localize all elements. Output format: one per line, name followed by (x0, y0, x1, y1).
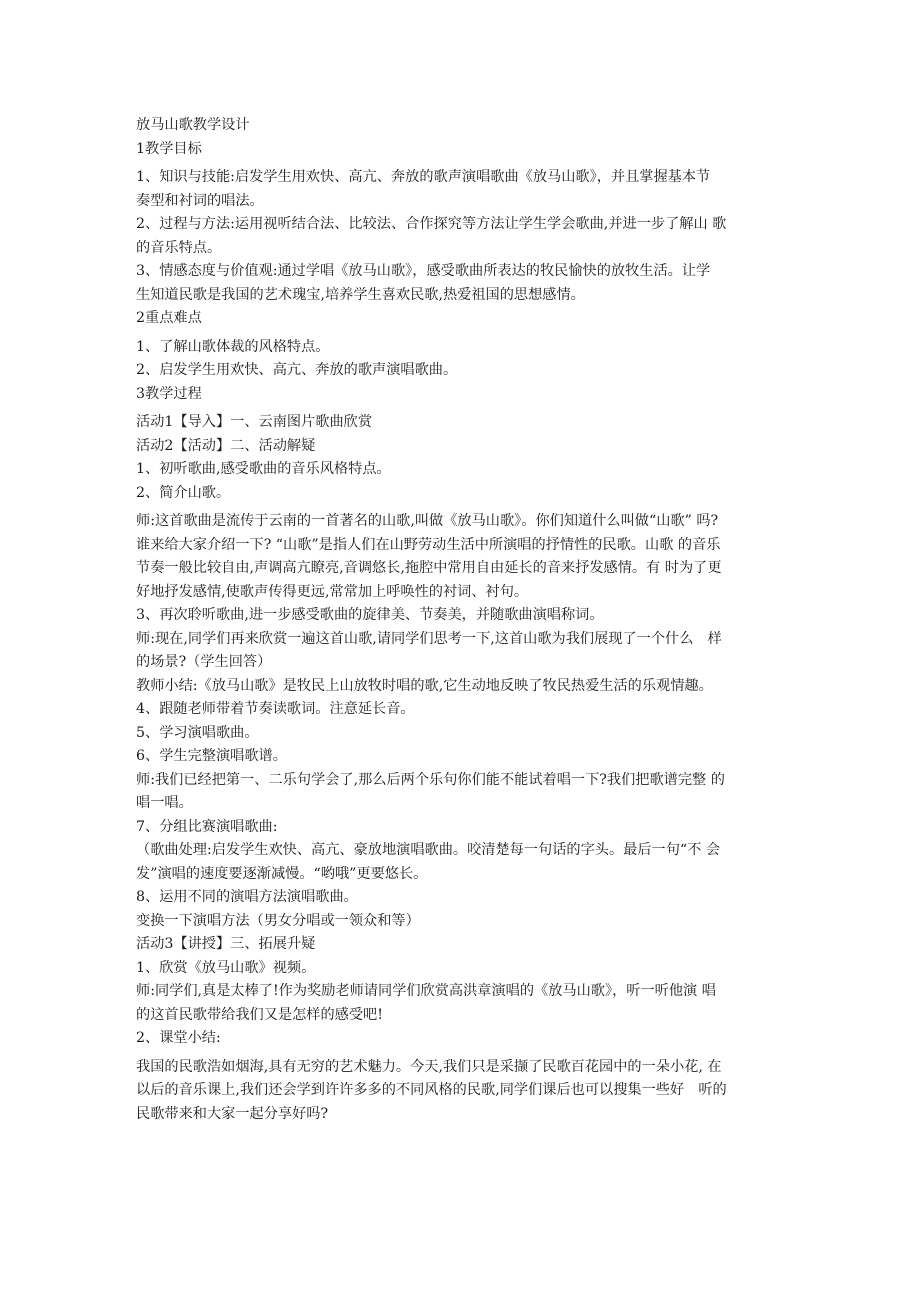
text-line: 奏型和衬词的唱法。 (136, 192, 264, 209)
text-line: 我国的民歌浩如烟海,具有无穷的艺术魅力。今天,我们只是采撷了民歌百花园中的一朵小花, 在 (136, 1058, 722, 1075)
text-line: 节奏一般比较自由,声调高亢瞭亮,音调悠长,拖腔中常用自由延长的音来抒发感情。有 时为了更 (136, 560, 722, 576)
text-line: 6、学生完整演唱歌谱。 (136, 748, 287, 764)
text-line: 教师小结:《放马山歌》是牧民上山放牧时唱的歌,它生动地反映了牧民热爱生活的乐观情趣。 (136, 677, 713, 694)
text-line: 生知道民歌是我国的艺术瑰宝,培养学生喜欢民歌,热爱祖国的思想感情。 (136, 286, 585, 303)
text-line: 谁来给大家介绍一下? “山歌”是指人们在山野劳动生活中所演唱的抒情性的民歌。山歌 的音乐 (136, 536, 721, 553)
text-line: 的场景?（学生回答） (136, 654, 272, 670)
text-line: 1、初听歌曲,感受歌曲的音乐风格特点。 (136, 461, 391, 477)
text-line: 唱一唱。 (136, 795, 193, 811)
text-line: 发”演唱的速度要逐渐减慢。“哟哦”更要悠长。 (136, 865, 428, 882)
text-line: 民歌带来和大家一起分享好吗? (136, 1105, 329, 1122)
text-line: 1、欣赏《放马山歌》视频。 (136, 959, 316, 976)
text-line: 1、了解山歌体裁的风格特点。 (136, 338, 330, 355)
text-line: 3教学过程 (136, 385, 202, 402)
document-body (136, 114, 788, 1126)
text-line: 变换一下演唱方法（男女分唱或一领众和等） (136, 912, 420, 929)
text-line: 的这首民歌带给我们又是怎样的感受吧! (136, 1006, 383, 1023)
text-line: （歌曲处理:启发学生欢快、高亢、豪放地演唱歌曲。咬清楚每一句话的字头。最后一句“不 会 (136, 842, 721, 858)
text-line: 8、运用不同的演唱方法演唱歌曲。 (136, 889, 358, 905)
text-line: 2、启发学生用欢快、高亢、奔放的歌声演唱歌曲。 (136, 362, 458, 378)
text-line: 放马山歌教学设计 (136, 117, 250, 133)
text-line: 2、课堂小结: (136, 1030, 221, 1046)
text-line: 师:现在,同学们再来欣赏一遍这首山歌,请同学们思考一下,这首山歌为我们展现了一个什么 样 (136, 630, 722, 647)
text-line: 7、分组比赛演唱歌曲: (136, 818, 278, 835)
text-line: 活动1【导入】一、云南图片歌曲欣赏 (136, 414, 373, 430)
text-line: 5、学习演唱歌曲。 (136, 724, 259, 741)
text-line: 师:这首歌曲是流传于云南的一首著名的山歌,叫做《放马山歌》。你们知道什么叫做“山歌” 吗? (136, 513, 719, 529)
text-line: 师:同学们,真是太棒了!作为奖励老师请同学们欣赏高洪章演唱的《放马山歌》，听一听他演 唱 (136, 983, 716, 999)
text-line: 以后的音乐课上,我们还会学到许许多多的不同风格的民歌,同学们课后也可以搜集一些好 听的 (136, 1082, 727, 1098)
text-line: 3、再次聆听歌曲,进一步感受歌曲的旋律美、节奏美，并随歌曲演唱称词。 (136, 607, 604, 623)
text-line: 1、知识与技能:启发学生用欢快、高亢、奔放的歌声演唱歌曲《放马山歌》，并且掌握基本节 (136, 169, 711, 185)
text-line: 1教学目标 (136, 140, 202, 157)
text-line: 活动3【讲授】三、拓展升疑 (136, 936, 316, 952)
text-line: 好地抒发感情,使歌声传得更远,常常加上呼唤性的衬词、衬句。 (136, 583, 529, 600)
text-line: 的音乐特点。 (136, 239, 222, 256)
text-line: 2重点难点 (136, 310, 202, 326)
text-line: 活动2【活动】二、活动解疑 (136, 437, 316, 454)
text-line: 2、简介山歌。 (136, 484, 231, 501)
text-line: 4、跟随老师带着节奏读歌词。注意延长音。 (136, 701, 415, 717)
text-line: 3、情感态度与价值观:通过学唱《放马山歌》，感受歌曲所表达的牧民愉快的放牧生活。让学 (136, 263, 711, 279)
text-line: 2、过程与方法:运用视听结合法、比较法、合作探究等方法让学生学会歌曲,并进一步了解山 歌 (136, 216, 727, 232)
text-line: 师:我们已经把第一、二乐句学会了,那么后两个乐句你们能不能试着唱一下?我们把歌谱完整 的 (136, 771, 725, 788)
